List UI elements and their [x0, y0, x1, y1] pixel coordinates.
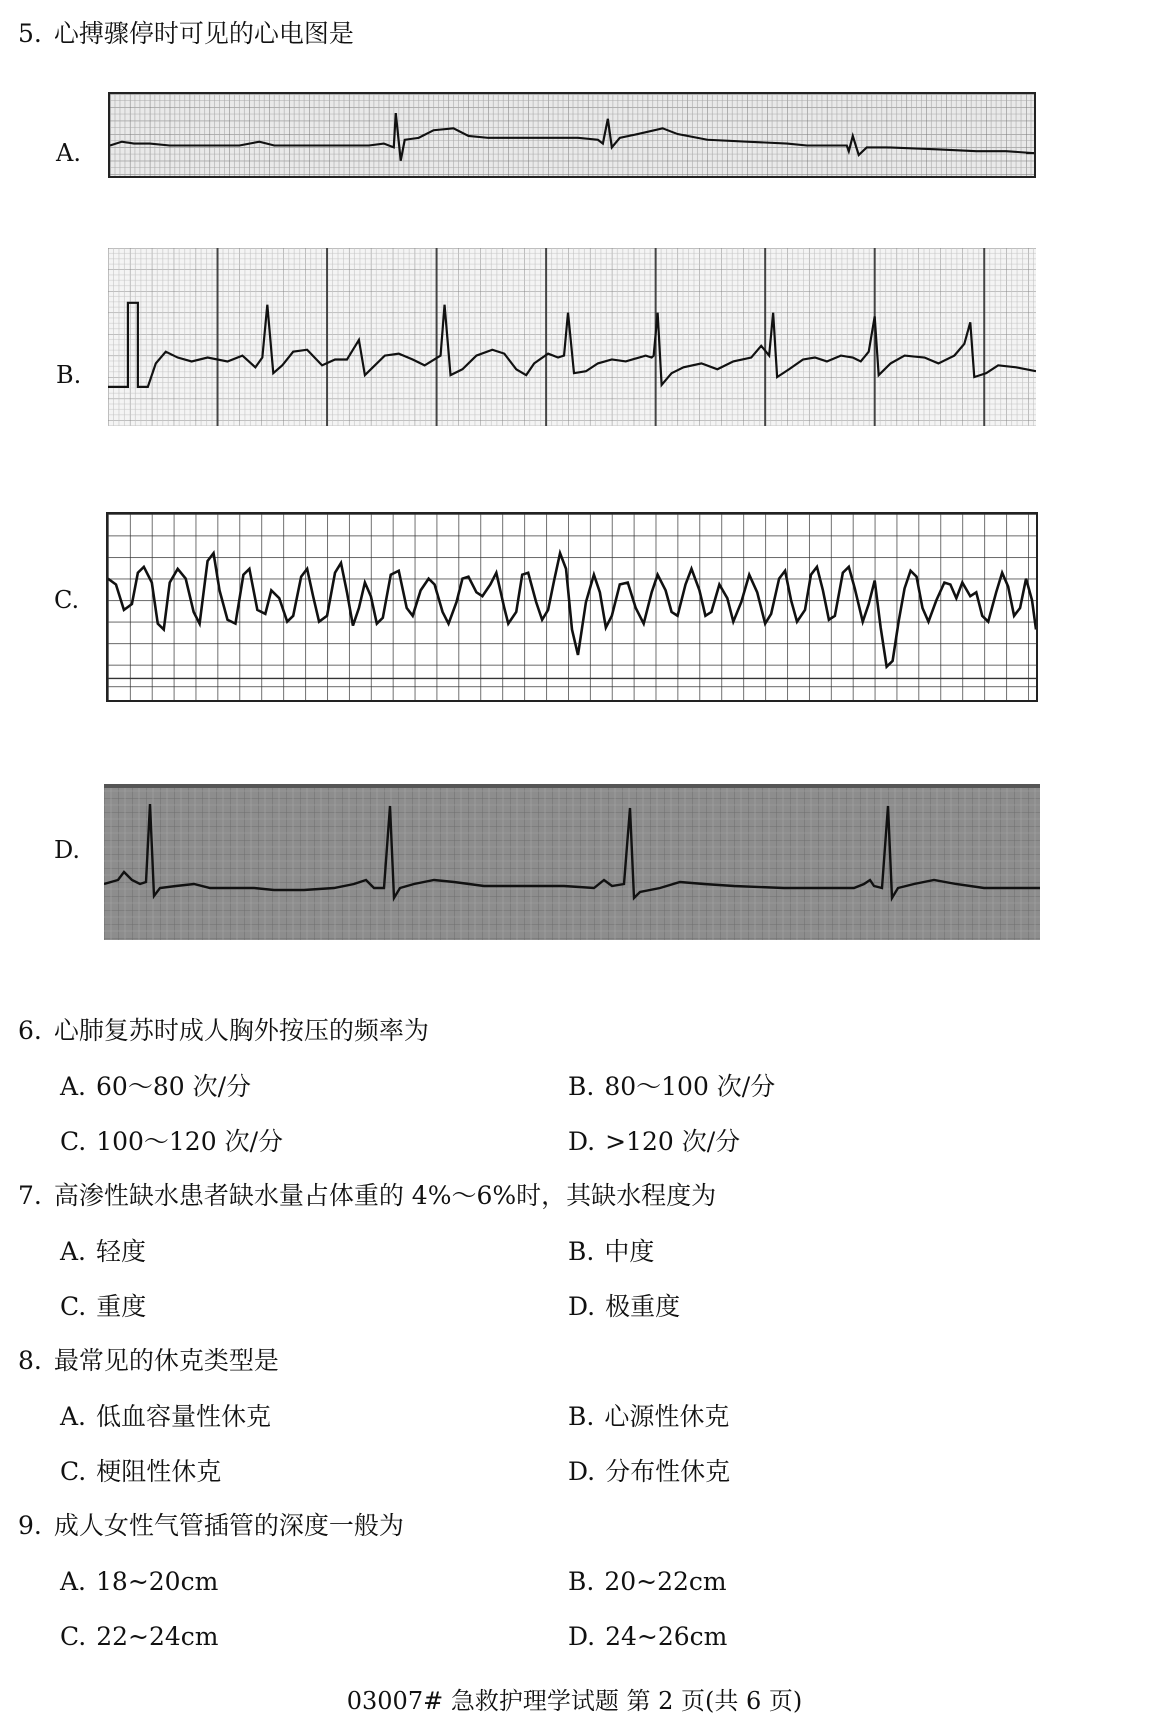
q6-option-b: [568, 1071, 775, 1103]
question-5: [18, 18, 354, 50]
question-text: 心搏骤停时可见的心电图是: [53, 19, 354, 48]
option-label: B.: [568, 1072, 595, 1101]
option-text: 轻度: [96, 1237, 147, 1266]
option-text: 20~22cm: [604, 1567, 727, 1596]
question-text: 成人女性气管插管的深度一般为: [53, 1511, 404, 1540]
question-6: [18, 1015, 429, 1047]
question-9: [18, 1510, 404, 1542]
option-text: 22~24cm: [96, 1622, 219, 1651]
q7-option-b: [568, 1236, 654, 1268]
question-text: 高渗性缺水患者缺水量占体重的 4%～6%时，其缺水程度为: [53, 1181, 717, 1210]
option-label: D.: [568, 1457, 596, 1486]
option-label: C.: [60, 1292, 87, 1321]
option-text: 心源性休克: [604, 1402, 730, 1431]
option-label: C.: [60, 1457, 87, 1486]
q8-option-d: [568, 1456, 730, 1488]
option-text: 中度: [604, 1237, 655, 1266]
option-label: A.: [60, 1402, 87, 1431]
option-label: B.: [568, 1567, 595, 1596]
ecg-strip-d: [104, 784, 1040, 940]
ecg-strip-c: [106, 512, 1038, 702]
option-label: A.: [60, 1237, 87, 1266]
option-text: 80～100 次/分: [604, 1072, 776, 1101]
q7-option-a: [60, 1236, 146, 1268]
option-text: >120 次/分: [605, 1127, 741, 1156]
ecg-strip-a: [108, 92, 1036, 178]
q9-option-a: [60, 1566, 218, 1598]
q8-option-b: [568, 1401, 729, 1433]
option-label: A.: [60, 1567, 87, 1596]
question-text: 最常见的休克类型是: [53, 1346, 279, 1375]
ecg-strip-b: [106, 246, 1038, 428]
ecg-option-label-d: D.: [54, 836, 81, 864]
page-footer: 03007# 急救护理学试题 第 2 页(共 6 页): [346, 1687, 803, 1715]
option-text: 分布性休克: [605, 1457, 731, 1486]
option-text: 低血容量性休克: [96, 1402, 272, 1431]
option-text: 60～80 次/分: [96, 1072, 252, 1101]
q8-option-a: [60, 1401, 271, 1433]
option-text: 24~26cm: [605, 1622, 728, 1651]
question-number: 5.: [18, 19, 42, 48]
question-number: 6.: [18, 1016, 42, 1045]
option-text: 重度: [96, 1292, 147, 1321]
q6-option-a: [60, 1071, 251, 1103]
option-label: D.: [568, 1622, 596, 1651]
option-label: B.: [568, 1237, 595, 1266]
question-number: 7.: [18, 1181, 42, 1210]
ecg-option-label-a: A.: [56, 139, 81, 167]
q7-option-c: [60, 1291, 146, 1323]
question-number: 9.: [18, 1511, 42, 1540]
q7-option-d: [568, 1291, 680, 1323]
q8-option-c: [60, 1456, 221, 1488]
ecg-option-label-c: C.: [54, 586, 80, 614]
q6-option-d: [568, 1126, 740, 1158]
question-text: 心肺复苏时成人胸外按压的频率为: [53, 1016, 429, 1045]
option-label: D.: [568, 1127, 596, 1156]
question-number: 8.: [18, 1346, 42, 1375]
option-text: 极重度: [605, 1292, 681, 1321]
q9-option-d: [568, 1621, 727, 1653]
option-text: 梗阻性休克: [96, 1457, 222, 1486]
q9-option-b: [568, 1566, 727, 1598]
option-label: C.: [60, 1622, 87, 1651]
option-label: C.: [60, 1127, 87, 1156]
ecg-option-label-b: B.: [56, 361, 82, 389]
option-label: D.: [568, 1292, 596, 1321]
question-7: [18, 1180, 716, 1212]
question-8: [18, 1345, 279, 1377]
q6-option-c: [60, 1126, 283, 1158]
option-label: A.: [60, 1072, 87, 1101]
option-text: 18~20cm: [96, 1567, 219, 1596]
option-text: 100～120 次/分: [96, 1127, 283, 1156]
q9-option-c: [60, 1621, 218, 1653]
option-label: B.: [568, 1402, 595, 1431]
